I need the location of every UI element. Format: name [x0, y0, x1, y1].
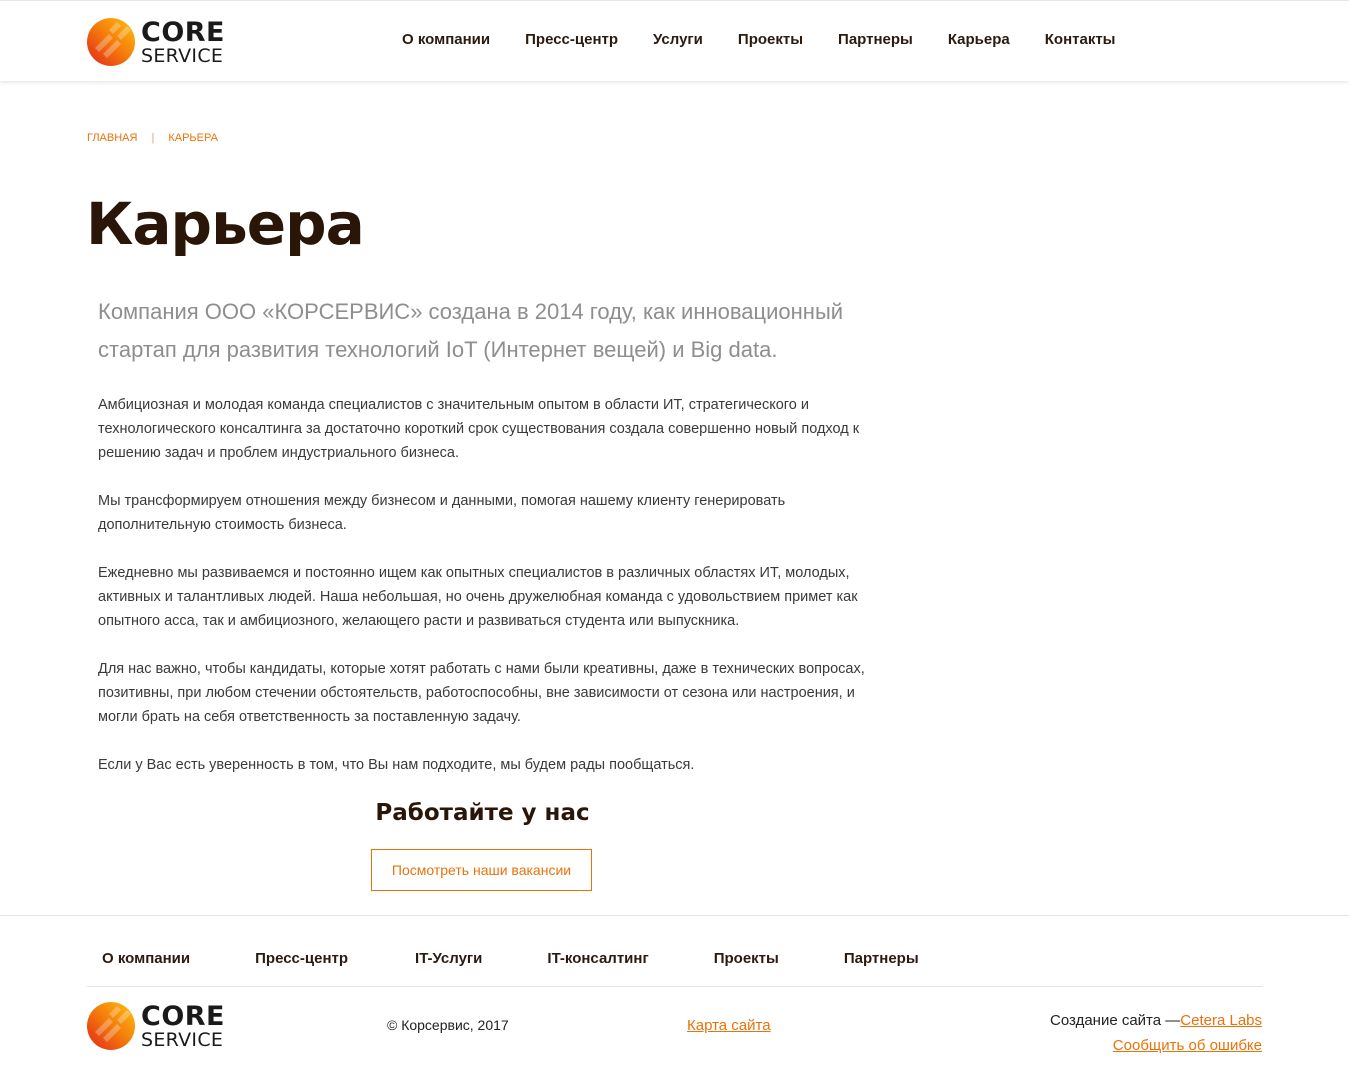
main-nav	[402, 31, 1116, 48]
nav-item-about[interactable]: О компании	[402, 31, 491, 48]
breadcrumb-home[interactable]: ГЛАВНАЯ	[87, 132, 138, 144]
paragraph: Мы трансформируем отношения между бизнесом и данными, помогая нашему клиенту генерировать дополнительную стоимость бизнеса.	[98, 493, 786, 533]
footer-nav-projects[interactable]: Проекты	[713, 950, 779, 967]
paragraph: Ежедневно мы развиваемся и постоянно ищем как опытных специалистов в различных областях ИТ, молодых, активных и талантливых людей. Наша небольшая, но очень дружелюбная команда с удовольствием примет как опытного асса, так и амбициозного, желающего расти и развиваться студента или выпускника.	[98, 565, 858, 629]
footer-nav-partners[interactable]: Партнеры	[843, 950, 919, 967]
sitemap-link[interactable]: Карта сайта	[687, 1017, 771, 1034]
paragraph: Амбициозная и молодая команда специалистов с значительным опытом в области ИТ, стратегического и технологического консалтинга за достаточно короткий срок существования создала совершенно новый подход к решению задач и проблем индустриального бизнеса.	[98, 397, 860, 461]
logo-line1: CORE	[141, 16, 226, 48]
credits	[1050, 1008, 1262, 1058]
work-with-us-heading: Работайте у нас	[375, 800, 590, 826]
logo-line2: SERVICE	[141, 1028, 224, 1051]
nav-item-contacts[interactable]: Контакты	[1044, 31, 1116, 48]
breadcrumb-current[interactable]: КАРЬЕРА	[168, 132, 218, 144]
logo[interactable]	[87, 18, 225, 66]
copyright: © Корсервис, 2017	[387, 1017, 509, 1033]
nav-item-press[interactable]: Пресс-центр	[525, 31, 619, 48]
footer-nav	[102, 950, 919, 967]
footer-nav-press[interactable]: Пресс-центр	[255, 950, 349, 967]
site-footer	[0, 915, 1349, 1079]
nav-item-partners[interactable]: Партнеры	[838, 31, 913, 48]
lead-text: Компания ООО «КОРСЕРВИС» создана в 2014 году, как инновационный стартап для развития технологий IoT (Интернет вещей) и Big data.	[98, 299, 844, 362]
body-text	[98, 393, 868, 801]
footer-nav-about[interactable]: О компании	[102, 950, 191, 967]
view-vacancies-button[interactable]: Посмотреть наши вакансии	[371, 849, 592, 891]
breadcrumb	[87, 132, 218, 144]
footer-divider	[87, 986, 1263, 987]
nav-item-career[interactable]: Карьера	[947, 31, 1010, 48]
nav-item-projects[interactable]: Проекты	[737, 31, 804, 48]
paragraph: Для нас важно, чтобы кандидаты, которые хотят работать с нами были креативны, даже в технических вопросах, позитивны, при любом стечении обстоятельств, работоспособны, вне зависимости от сезона или настроения, и могли брать на себя ответственность за поставленную задачу.	[98, 661, 865, 725]
nav-item-services[interactable]: Услуги	[653, 31, 703, 48]
logo-line2: SERVICE	[141, 44, 224, 67]
report-error-link[interactable]: Сообщить об ошибке	[1112, 1037, 1262, 1054]
cetera-labs-link[interactable]: Cetera Labs	[1180, 1012, 1262, 1029]
created-by-label: Создание сайта —	[1050, 1012, 1181, 1029]
footer-nav-it-services[interactable]: IT-Услуги	[415, 950, 483, 967]
logo-icon	[87, 18, 135, 66]
paragraph: Если у Вас есть уверенность в том, что Вы нам подходите, мы будем рады пообщаться.	[98, 757, 695, 773]
site-header	[0, 0, 1349, 81]
page-title: Карьера	[86, 190, 364, 258]
footer-logo[interactable]	[87, 1002, 225, 1050]
footer-nav-it-consulting[interactable]: IT-консалтинг	[547, 950, 649, 967]
breadcrumb-separator: |	[151, 132, 155, 144]
logo-line1: CORE	[141, 1000, 226, 1032]
logo-icon	[87, 1002, 135, 1050]
